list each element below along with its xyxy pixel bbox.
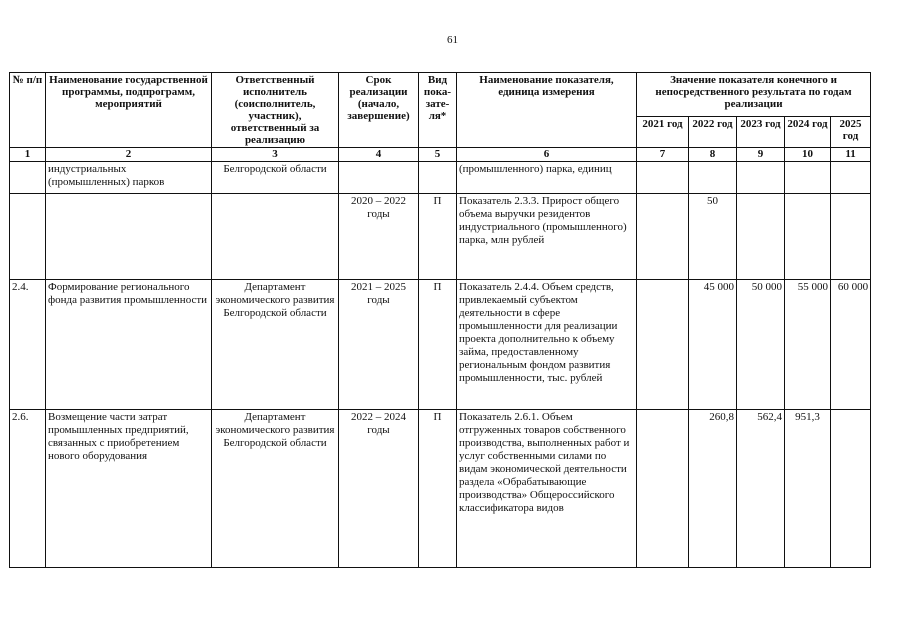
- row-value-2021: [637, 162, 689, 194]
- row-name: Формирование регионального фонда развития промышленности: [46, 280, 212, 410]
- row-value-2023: 562,4: [737, 410, 785, 568]
- row-name: индустриальных (промышленных) парков: [46, 162, 212, 194]
- header-col-num: № п/п: [10, 73, 46, 148]
- row-value-2022: [689, 162, 737, 194]
- header-year-2023: 2023 год: [737, 117, 785, 148]
- row-term: 2022 – 2024 годы: [339, 410, 419, 568]
- row-value-2024: [785, 162, 831, 194]
- row-value-2024: 55 000: [785, 280, 831, 410]
- header-year-2025: 2025 год: [831, 117, 871, 148]
- column-number: 6: [457, 148, 637, 162]
- row-indicator: Показатель 2.6.1. Объем отгруженных товаров собственного производства, выполненных работ и услуг собственными силами по видам экономической деятельности раздела «Обрабатывающие производства» Общероссийского классификатора видов: [457, 410, 637, 568]
- row-kind: П: [419, 194, 457, 280]
- row-value-2024: 951,3: [785, 410, 831, 568]
- indicator-table: [9, 72, 871, 568]
- row-value-2025: [831, 410, 871, 568]
- row-indicator: (промышленного) парка, единиц: [457, 162, 637, 194]
- row-responsible: [212, 194, 339, 280]
- row-number: [10, 194, 46, 280]
- row-value-2025: 60 000: [831, 280, 871, 410]
- row-responsible: Департамент экономического развития Белгородской области: [212, 410, 339, 568]
- header-col-kind: Вид пока-зате-ля*: [419, 73, 457, 148]
- row-value-2022: 45 000: [689, 280, 737, 410]
- header-year-2022: 2022 год: [689, 117, 737, 148]
- row-value-2024: [785, 194, 831, 280]
- column-number: 1: [10, 148, 46, 162]
- row-name: Возмещение части затрат промышленных предприятий, связанных с приобретением нового оборудования: [46, 410, 212, 568]
- row-term: 2020 – 2022 годы: [339, 194, 419, 280]
- column-number: 3: [212, 148, 339, 162]
- header-row: [10, 73, 871, 117]
- row-indicator: Показатель 2.4.4. Объем средств, привлекаемый субъектом деятельности в сфере промышленности для реализации проекта дополнительно к объему займа, предоставленному региональным фондом развития промышленности, тыс. рублей: [457, 280, 637, 410]
- row-kind: П: [419, 410, 457, 568]
- column-number-row: [10, 148, 871, 162]
- row-indicator: Показатель 2.3.3. Прирост общего объема выручки резидентов индустриального (промышленного) парка, млн рублей: [457, 194, 637, 280]
- header-col-indicator: Наименование показателя, единица измерения: [457, 73, 637, 148]
- header-year-2024: 2024 год: [785, 117, 831, 148]
- row-value-2023: [737, 194, 785, 280]
- table-row: [10, 410, 871, 568]
- row-responsible: Департамент экономического развития Белгородской области: [212, 280, 339, 410]
- column-number: 2: [46, 148, 212, 162]
- column-number: 11: [831, 148, 871, 162]
- column-number: 9: [737, 148, 785, 162]
- row-value-2022: 50: [689, 194, 737, 280]
- row-value-2023: [737, 162, 785, 194]
- row-name: [46, 194, 212, 280]
- page-number: 61: [447, 34, 458, 46]
- table-row: [10, 194, 871, 280]
- column-number: 5: [419, 148, 457, 162]
- row-kind: П: [419, 280, 457, 410]
- table-row: [10, 280, 871, 410]
- table-row: [10, 162, 871, 194]
- row-term: [339, 162, 419, 194]
- row-value-2025: [831, 162, 871, 194]
- header-group-values: Значение показателя конечного и непосредственного результата по годам реализации: [637, 73, 871, 117]
- header-col-name: Наименование государственной программы, подпрограмм, мероприятий: [46, 73, 212, 148]
- row-value-2021: [637, 194, 689, 280]
- header-year-2021: 2021 год: [637, 117, 689, 148]
- column-number: 7: [637, 148, 689, 162]
- header-col-term: Срок реализации (начало, завершение): [339, 73, 419, 148]
- row-number: 2.6.: [10, 410, 46, 568]
- row-value-2023: 50 000: [737, 280, 785, 410]
- row-value-2021: [637, 410, 689, 568]
- row-responsible: Белгородской области: [212, 162, 339, 194]
- column-number: 4: [339, 148, 419, 162]
- row-number: 2.4.: [10, 280, 46, 410]
- row-number: [10, 162, 46, 194]
- row-term: 2021 – 2025 годы: [339, 280, 419, 410]
- header-col-responsible: Ответственный исполнитель (соисполнитель, участник), ответственный за реализацию: [212, 73, 339, 148]
- row-value-2025: [831, 194, 871, 280]
- row-value-2022: 260,8: [689, 410, 737, 568]
- column-number: 10: [785, 148, 831, 162]
- column-number: 8: [689, 148, 737, 162]
- row-value-2021: [637, 280, 689, 410]
- row-kind: [419, 162, 457, 194]
